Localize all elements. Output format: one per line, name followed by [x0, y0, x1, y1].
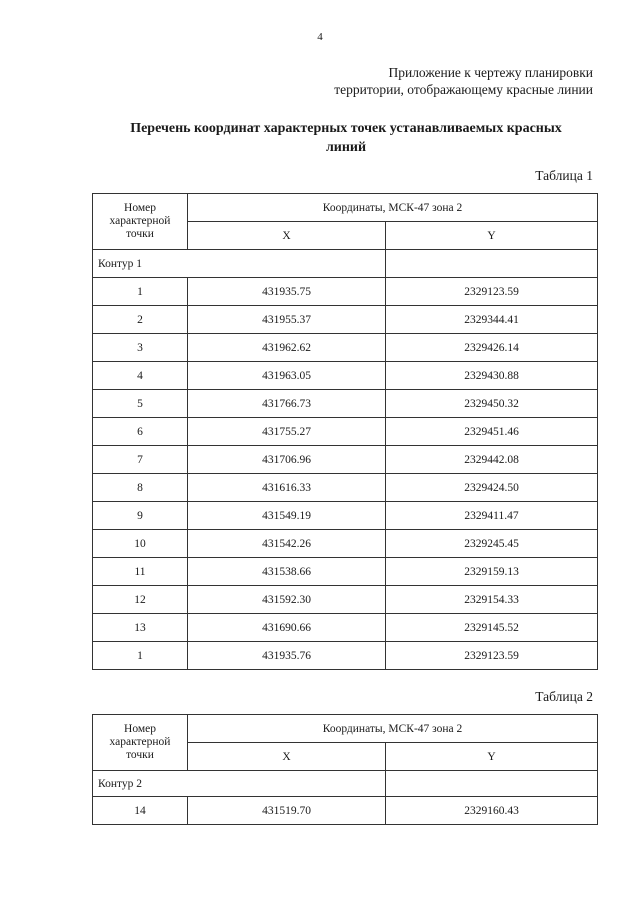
y-coordinate-cell: 2329160.43	[386, 797, 598, 825]
coordinates-group-header: Координаты, МСК-47 зона 2	[188, 715, 598, 743]
table-row	[93, 334, 598, 362]
table1-contour-row	[93, 250, 598, 278]
point-number-header-line-3: точки	[126, 228, 154, 240]
point-number-cell: 14	[93, 797, 188, 825]
point-number-cell: 4	[93, 362, 188, 390]
document-title	[96, 119, 596, 157]
table-row	[93, 446, 598, 474]
x-coordinate-cell: 431519.70	[188, 797, 386, 825]
y-coordinate-cell: 2329123.59	[386, 642, 598, 670]
y-coordinate-cell: 2329450.32	[386, 390, 598, 418]
y-coordinate-cell: 2329245.45	[386, 530, 598, 558]
x-coordinate-cell: 431549.19	[188, 502, 386, 530]
table-row	[93, 278, 598, 306]
table2-caption: Таблица 2	[535, 689, 593, 704]
table-row	[93, 586, 598, 614]
y-coordinate-cell: 2329344.41	[386, 306, 598, 334]
table-row	[93, 797, 598, 825]
point-number-cell: 5	[93, 390, 188, 418]
table-row	[93, 390, 598, 418]
contour-empty-cell	[386, 771, 598, 797]
x-coordinate-cell: 431538.66	[188, 558, 386, 586]
y-coordinate-cell: 2329123.59	[386, 278, 598, 306]
point-number-cell: 2	[93, 306, 188, 334]
y-coordinate-cell: 2329424.50	[386, 474, 598, 502]
x-coordinate-cell: 431766.73	[188, 390, 386, 418]
document-title-line-1: Перечень координат характерных точек устанавливаемых красных	[130, 121, 562, 136]
table2-body	[93, 715, 598, 825]
point-number-header-line-3: точки	[126, 749, 154, 761]
point-number-header	[93, 194, 188, 250]
point-number-cell: 12	[93, 586, 188, 614]
point-number-cell: 1	[93, 642, 188, 670]
point-number-cell: 7	[93, 446, 188, 474]
y-coordinate-cell: 2329154.33	[386, 586, 598, 614]
y-coordinate-cell: 2329451.46	[386, 418, 598, 446]
x-column-header: X	[188, 222, 386, 250]
x-coordinate-cell: 431962.62	[188, 334, 386, 362]
x-coordinate-cell: 431616.33	[188, 474, 386, 502]
appendix-note	[334, 64, 593, 98]
x-column-header: X	[188, 743, 386, 771]
table-row	[93, 502, 598, 530]
x-coordinate-cell: 431963.05	[188, 362, 386, 390]
point-number-cell: 6	[93, 418, 188, 446]
contour-label: Контур 1	[93, 250, 386, 278]
point-number-cell: 1	[93, 278, 188, 306]
point-number-cell: 9	[93, 502, 188, 530]
point-number-cell: 11	[93, 558, 188, 586]
point-number-header-line-2: характерной	[109, 215, 171, 227]
table-row	[93, 530, 598, 558]
x-coordinate-cell: 431690.66	[188, 614, 386, 642]
table-row	[93, 418, 598, 446]
x-coordinate-cell: 431542.26	[188, 530, 386, 558]
y-coordinate-cell: 2329411.47	[386, 502, 598, 530]
point-number-cell: 8	[93, 474, 188, 502]
table-row	[93, 362, 598, 390]
x-coordinate-cell: 431755.27	[188, 418, 386, 446]
table2-contour-row	[93, 771, 598, 797]
point-number-cell: 3	[93, 334, 188, 362]
x-coordinate-cell: 431935.76	[188, 642, 386, 670]
table-row	[93, 306, 598, 334]
point-number-header-line-2: характерной	[109, 736, 171, 748]
y-coordinate-cell: 2329442.08	[386, 446, 598, 474]
point-number-header-line-1: Номер	[124, 202, 156, 214]
y-column-header: Y	[386, 743, 598, 771]
y-coordinate-cell: 2329426.14	[386, 334, 598, 362]
table1-body	[93, 194, 598, 670]
x-coordinate-cell: 431706.96	[188, 446, 386, 474]
table1-caption: Таблица 1	[535, 168, 593, 183]
table1-header-row	[93, 194, 598, 222]
table-row	[93, 474, 598, 502]
appendix-line-2: территории, отображающему красные линии	[334, 82, 593, 97]
table2-header-row	[93, 715, 598, 743]
y-column-header: Y	[386, 222, 598, 250]
y-coordinate-cell: 2329430.88	[386, 362, 598, 390]
point-number-cell: 13	[93, 614, 188, 642]
contour-empty-cell	[386, 250, 598, 278]
table-row	[93, 558, 598, 586]
table1	[92, 193, 598, 670]
point-number-header	[93, 715, 188, 771]
contour-label: Контур 2	[93, 771, 386, 797]
point-number-header-line-1: Номер	[124, 723, 156, 735]
page-number: 4	[317, 31, 323, 43]
document-title-line-2: линий	[325, 140, 367, 155]
point-number-cell: 10	[93, 530, 188, 558]
y-coordinate-cell: 2329159.13	[386, 558, 598, 586]
x-coordinate-cell: 431592.30	[188, 586, 386, 614]
coordinates-group-header: Координаты, МСК-47 зона 2	[188, 194, 598, 222]
x-coordinate-cell: 431955.37	[188, 306, 386, 334]
table-row	[93, 614, 598, 642]
x-coordinate-cell: 431935.75	[188, 278, 386, 306]
y-coordinate-cell: 2329145.52	[386, 614, 598, 642]
table2	[92, 714, 598, 825]
appendix-line-1: Приложение к чертежу планировки	[388, 65, 593, 80]
table-row	[93, 642, 598, 670]
